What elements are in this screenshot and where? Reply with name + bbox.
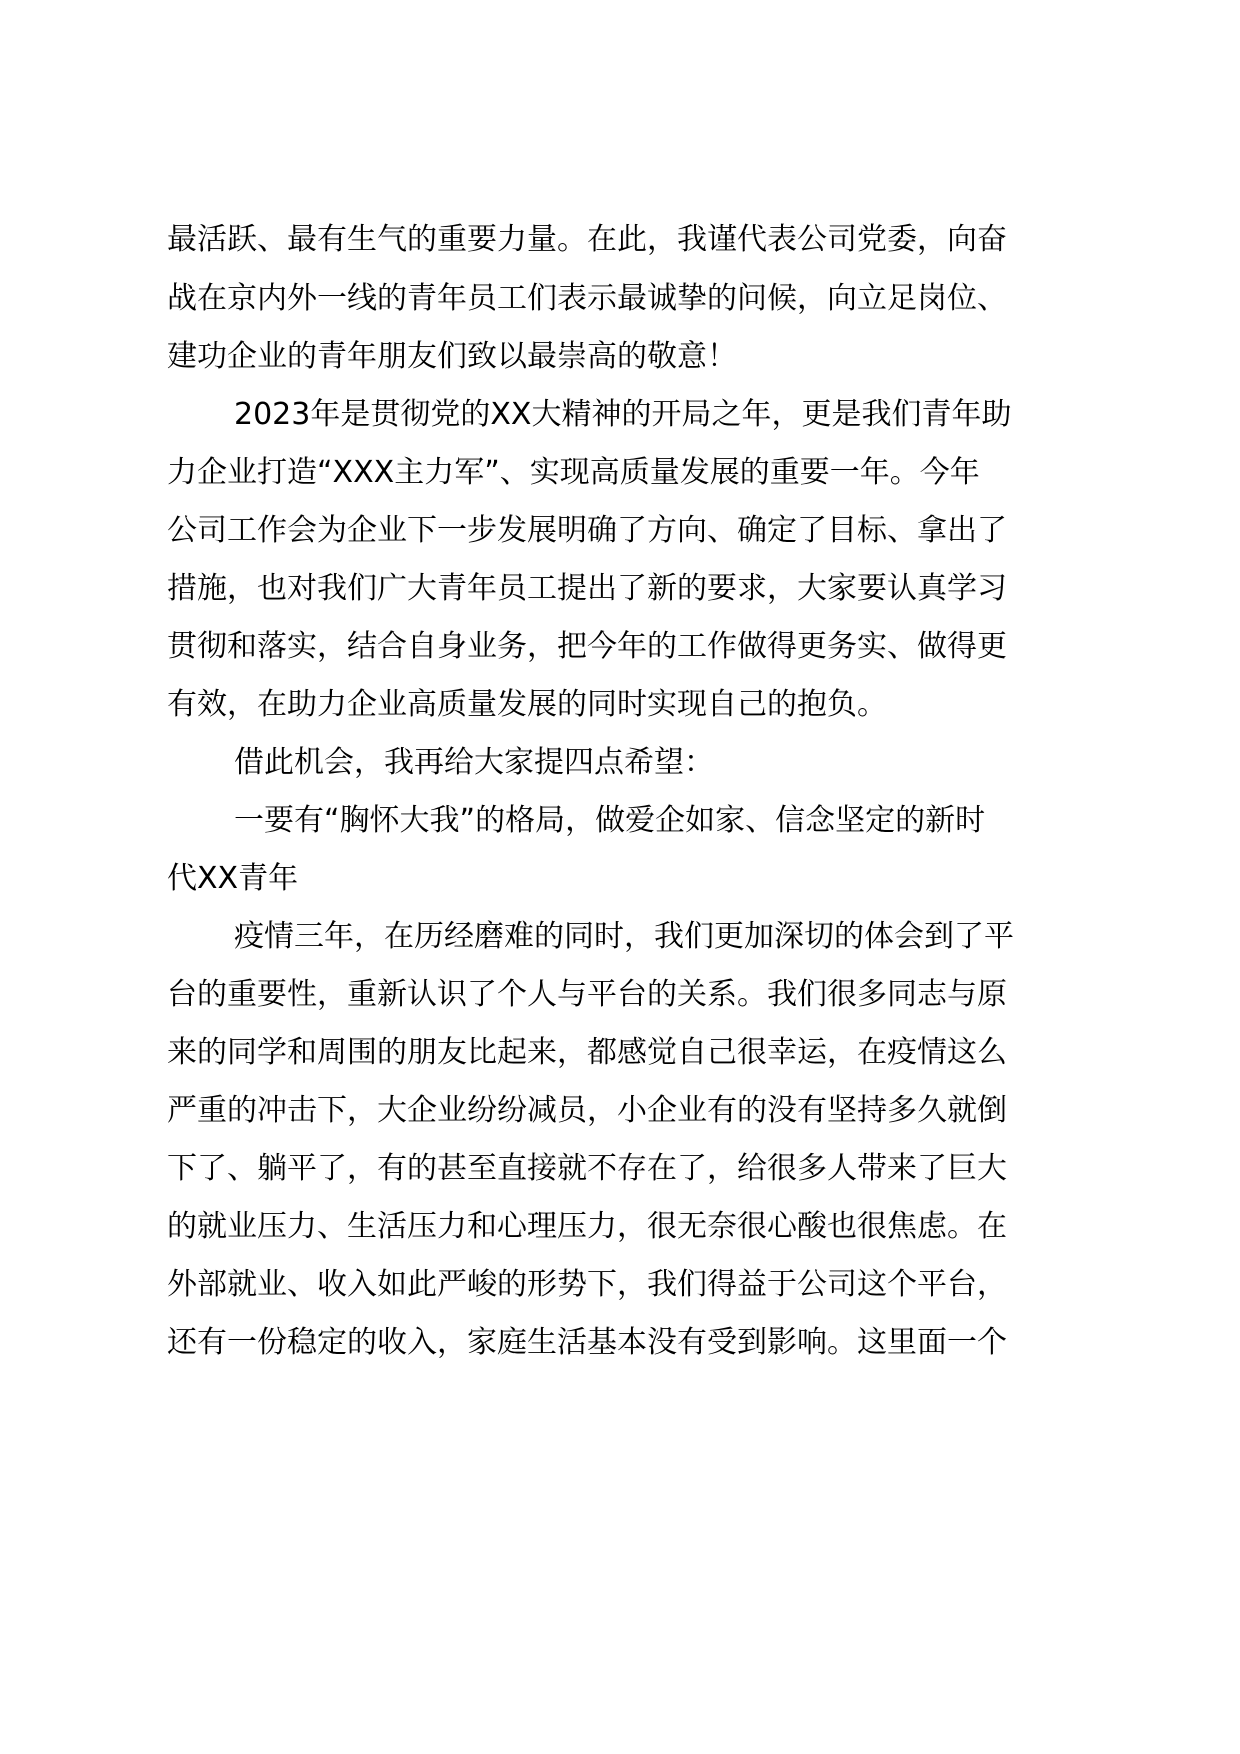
paragraph-5-line-8: 还有一份稳定的收入，家庭生活基本没有受到影响。这里面一个 — [167, 1325, 1007, 1360]
paragraph-2-line-2: 力企业打造“XXX主力军”、实现高质量发展的重要一年。今年 — [167, 455, 980, 490]
paragraph-5-line-4: 严重的冲击下，大企业纷纷减员，小企业有的没有坚持多久就倒 — [167, 1093, 1007, 1128]
paragraph-2-line-6: 有效，在助力企业高质量发展的同时实现自己的抱负。 — [167, 687, 887, 722]
paragraph-3-line-1: 借此机会，我再给大家提四点希望： — [234, 745, 714, 780]
paragraph-2-line-1: 2023年是贯彻党的XX大精神的开局之年，更是我们青年助 — [234, 397, 1012, 432]
paragraph-4-line-2: 代XX青年 — [167, 861, 299, 896]
paragraph-1-line-2: 战在京内外一线的青年员工们表示最诚挚的问候，向立足岗位、 — [167, 281, 1007, 316]
paragraph-1-line-1: 最活跃、最有生气的重要力量。在此，我谨代表公司党委，向奋 — [167, 222, 1007, 257]
paragraph-5-line-1: 疫情三年，在历经磨难的同时，我们更加深切的体会到了平 — [234, 919, 1014, 954]
paragraph-2-line-5: 贯彻和落实，结合自身业务，把今年的工作做得更务实、做得更 — [167, 629, 1007, 664]
paragraph-5-line-6: 的就业压力、生活压力和心理压力，很无奈很心酸也很焦虑。在 — [167, 1209, 1007, 1244]
paragraph-2-line-4: 措施，也对我们广大青年员工提出了新的要求，大家要认真学习 — [167, 571, 1007, 606]
paragraph-5-line-7: 外部就业、收入如此严峻的形势下，我们得益于公司这个平台， — [167, 1267, 1007, 1302]
paragraph-2-line-3: 公司工作会为企业下一步发展明确了方向、确定了目标、拿出了 — [167, 513, 1007, 548]
paragraph-5-line-5: 下了、躺平了，有的甚至直接就不存在了，给很多人带来了巨大 — [167, 1151, 1007, 1186]
paragraph-5-line-3: 来的同学和周围的朋友比起来，都感觉自己很幸运，在疫情这么 — [167, 1035, 1007, 1070]
paragraph-5-line-2: 台的重要性，重新认识了个人与平台的关系。我们很多同志与原 — [167, 977, 1007, 1012]
paragraph-4-line-1: 一要有“胸怀大我”的格局，做爱企如家、信念坚定的新时 — [234, 803, 986, 838]
paragraph-1-line-3: 建功企业的青年朋友们致以最崇高的敬意！ — [167, 339, 737, 374]
